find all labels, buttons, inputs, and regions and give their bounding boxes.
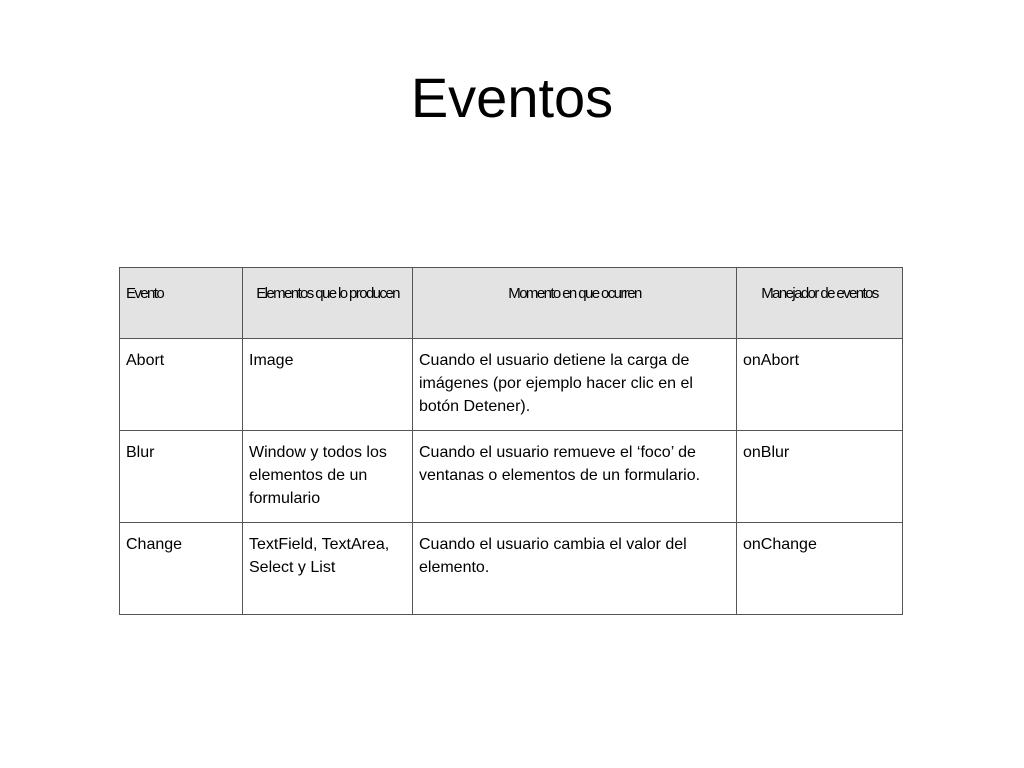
cell-momento: Cuando el usuario cambia el valor del elemento. — [413, 523, 737, 615]
cell-elementos: Image — [243, 339, 413, 431]
cell-elementos: TextField, TextArea, Select y List — [243, 523, 413, 615]
table-row — [120, 523, 903, 615]
table-header-row — [120, 268, 903, 339]
cell-evento: Change — [120, 523, 243, 615]
cell-manejador: onAbort — [737, 339, 903, 431]
header-elementos: Elementos que lo producen — [243, 268, 413, 339]
slide-title: Eventos — [410, 66, 614, 129]
header-momento: Momento en que ocurren — [413, 268, 737, 339]
table-row — [120, 431, 903, 523]
cell-evento: Blur — [120, 431, 243, 523]
cell-momento: Cuando el usuario detiene la carga de imágenes (por ejemplo hacer clic en el botón Detener). — [413, 339, 737, 431]
header-manejador: Manejador de eventos — [737, 268, 903, 339]
events-table — [119, 267, 903, 615]
cell-manejador: onBlur — [737, 431, 903, 523]
cell-evento: Abort — [120, 339, 243, 431]
table-row — [120, 339, 903, 431]
cell-momento: Cuando el usuario remueve el ‘foco’ de ventanas o elementos de un formulario. — [413, 431, 737, 523]
cell-elementos: Window y todos los elementos de un formulario — [243, 431, 413, 523]
cell-manejador: onChange — [737, 523, 903, 615]
header-evento: Evento — [120, 268, 243, 339]
